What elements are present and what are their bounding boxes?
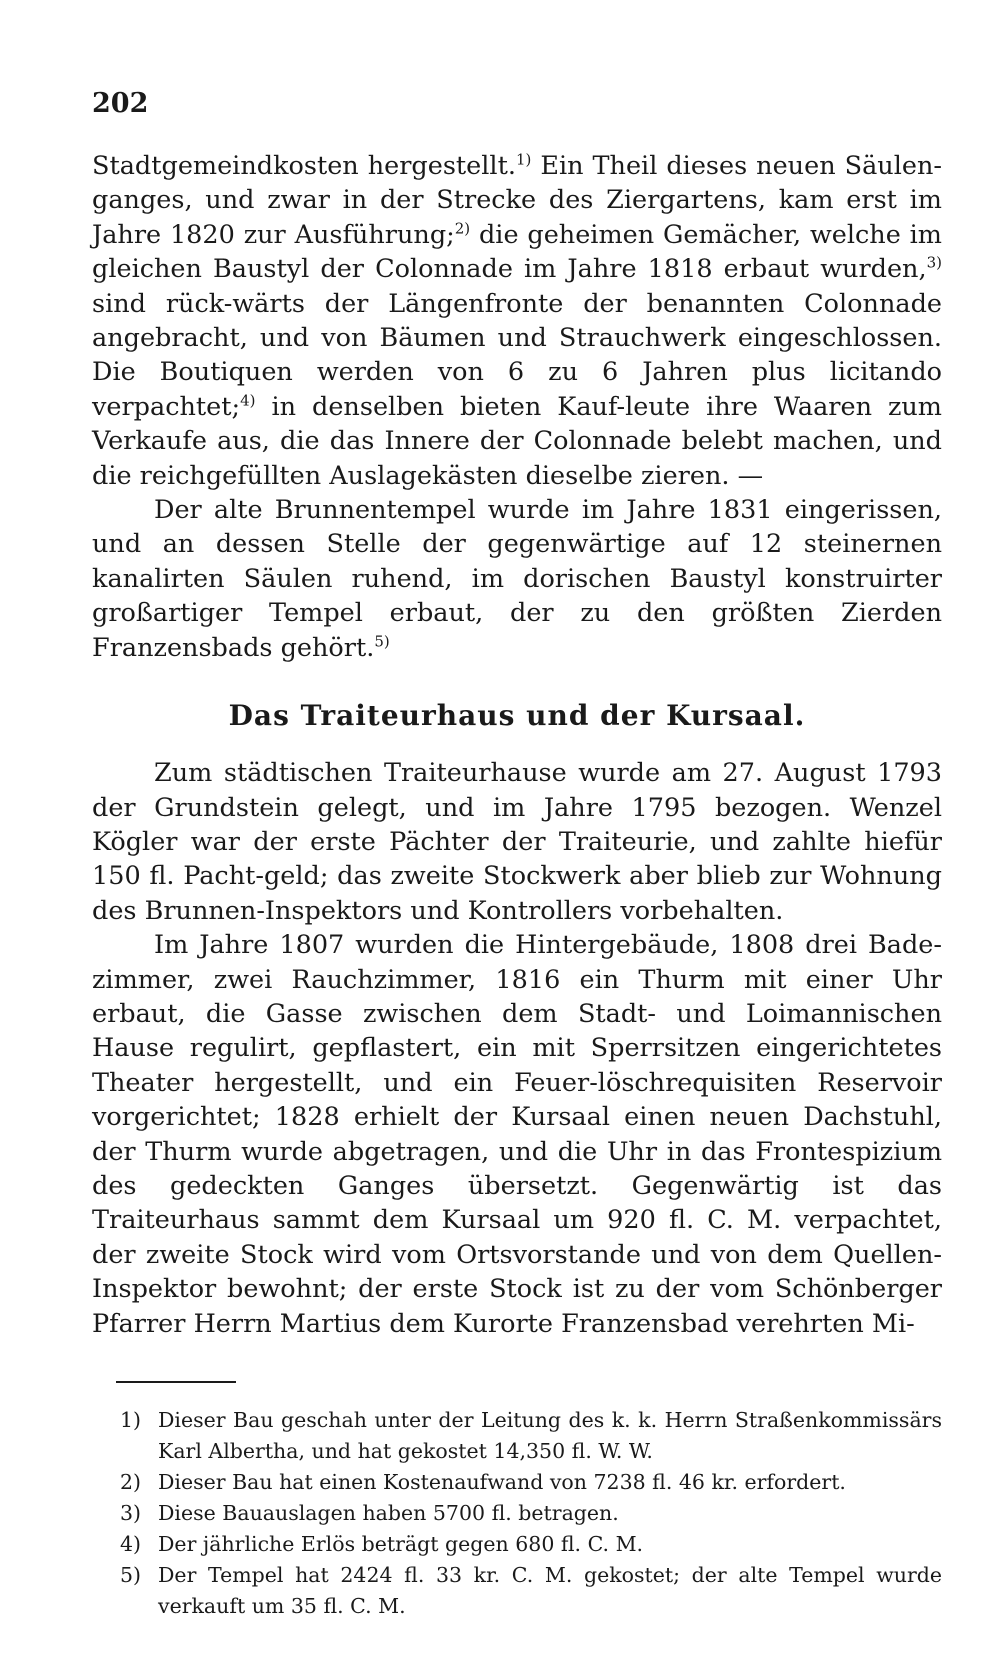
footnote-reference: 1) — [515, 150, 532, 169]
footnote-text: Dieser Bau hat einen Kostenaufwand von 7238 fl. 46 kr. erfordert. — [158, 1470, 846, 1494]
text-run: Im Jahre 1807 wurden die Hintergebäude, 1808 drei Bade-zimmer, zwei Rauchzimmer, 1816 ein Thurm mit einer Uhr erbaut, die Gasse zwischen dem Stadt- und Loimannischen Hause regulirt, gepflastert, ein mit Sperrsitzen eingerichtetes Theater hergestellt, und ein Feuer-löschrequisiten Reservoir vorgerichtet; 1828 erhielt der Kursaal einen neuen Dachstuhl, der Thurm wurde abgetragen, und die Uhr in das Frontespizium des gedeckten Ganges übersetzt. Gegenwärtig ist das Traiteurhaus sammt dem Kursaal um 920 fl. C. M. verpachtet, der zweite Stock wird vom Ortsvorstande und von dem Quellen-Inspektor bewohnt; der erste Stock ist zu der vom Schönberger Pfarrer Herrn Martius dem Kurorte Franzensbad verehrten Mi- — [92, 930, 942, 1339]
footnote — [120, 1405, 942, 1467]
text-run: die geheimen Gemächer, welche im gleichen Baustyl der Colonnade im Jahre 1818 erbaut wurden, — [92, 219, 942, 285]
footnote-mark: 3) — [120, 1501, 142, 1525]
footnote-text: Der jährliche Erlös beträgt gegen 680 fl. C. M. — [158, 1532, 644, 1556]
footnote — [120, 1467, 942, 1498]
paragraph — [92, 928, 942, 1341]
footnote-reference: 3) — [926, 253, 942, 272]
footnote-mark: 2) — [120, 1470, 142, 1494]
page-number: 202 — [92, 88, 149, 119]
footnote-text: Dieser Bau geschah unter der Leitung des k. k. Herrn Straßenkommissärs Karl Albertha, und hat gekostet 14,350 fl. W. W. — [158, 1408, 942, 1463]
footnote-reference: 2) — [454, 219, 471, 238]
footnote-text: Diese Bauauslagen haben 5700 fl. betragen. — [158, 1501, 619, 1525]
footnotes — [92, 1405, 942, 1622]
footnote-separator — [116, 1381, 236, 1383]
footnote-mark: 1) — [120, 1408, 142, 1432]
body-text-after — [92, 756, 942, 1341]
footnote-mark: 5) — [120, 1563, 142, 1587]
text-run: Der alte Brunnentempel wurde im Jahre 1831 eingerissen, und an dessen Stelle der gegenwärtige auf 12 steinernen kanalirten Säulen ruhend, im dorischen Baustyl konstruirter großartiger Tempel erbaut, der zu den größten Zierden Franzensbads gehört. — [92, 495, 942, 663]
section-title: Das Traiteurhaus und der Kursaal. — [228, 699, 806, 733]
footnote-reference: 4) — [240, 391, 256, 410]
footnote — [120, 1529, 942, 1560]
paragraph — [92, 756, 942, 928]
text-run: in denselben bieten Kauf-leute ihre Waaren zum Verkaufe aus, die das Innere der Colonnade belebt machen, und die reichgefüllten Auslagekästen dieselbe zieren. — — [92, 391, 942, 491]
footnote-text: Der Tempel hat 2424 fl. 33 kr. C. M. gekostet; der alte Tempel wurde verkauft um 35 fl. C. M. — [158, 1563, 942, 1618]
paragraph — [92, 149, 942, 493]
footnote-mark: 4) — [120, 1532, 142, 1556]
footnote — [120, 1498, 942, 1529]
footnote — [120, 1560, 942, 1622]
footnote-reference: 5) — [374, 632, 390, 651]
text-run: sind rück-wärts der Längenfronte der benannten Colonnade angebracht, und von Bäumen und Strauchwerk eingeschlossen. Die Boutiquen werden von 6 zu 6 Jahren plus licitando verpachtet; — [92, 288, 942, 422]
text-run: Ein Theil dieses neuen Säulen-ganges, und zwar in der Strecke des Ziergartens, kam erst im Jahre 1820 zur Ausführung; — [92, 151, 942, 250]
text-run: Zum städtischen Traiteurhause wurde am 27. August 1793 der Grundstein gelegt, und im Jahre 1795 bezogen. Wenzel Kögler war der erste Pächter der Traiteurie, und zahlte hiefür 150 fl. Pacht-geld; das zweite Stockwerk aber blieb zur Wohnung des Brunnen-Inspektors und Kontrollers vorbehalten. — [92, 758, 942, 926]
paragraph — [92, 493, 942, 665]
text-run: Stadtgemeindkosten hergestellt. — [92, 151, 516, 181]
body-text-before — [92, 149, 942, 665]
